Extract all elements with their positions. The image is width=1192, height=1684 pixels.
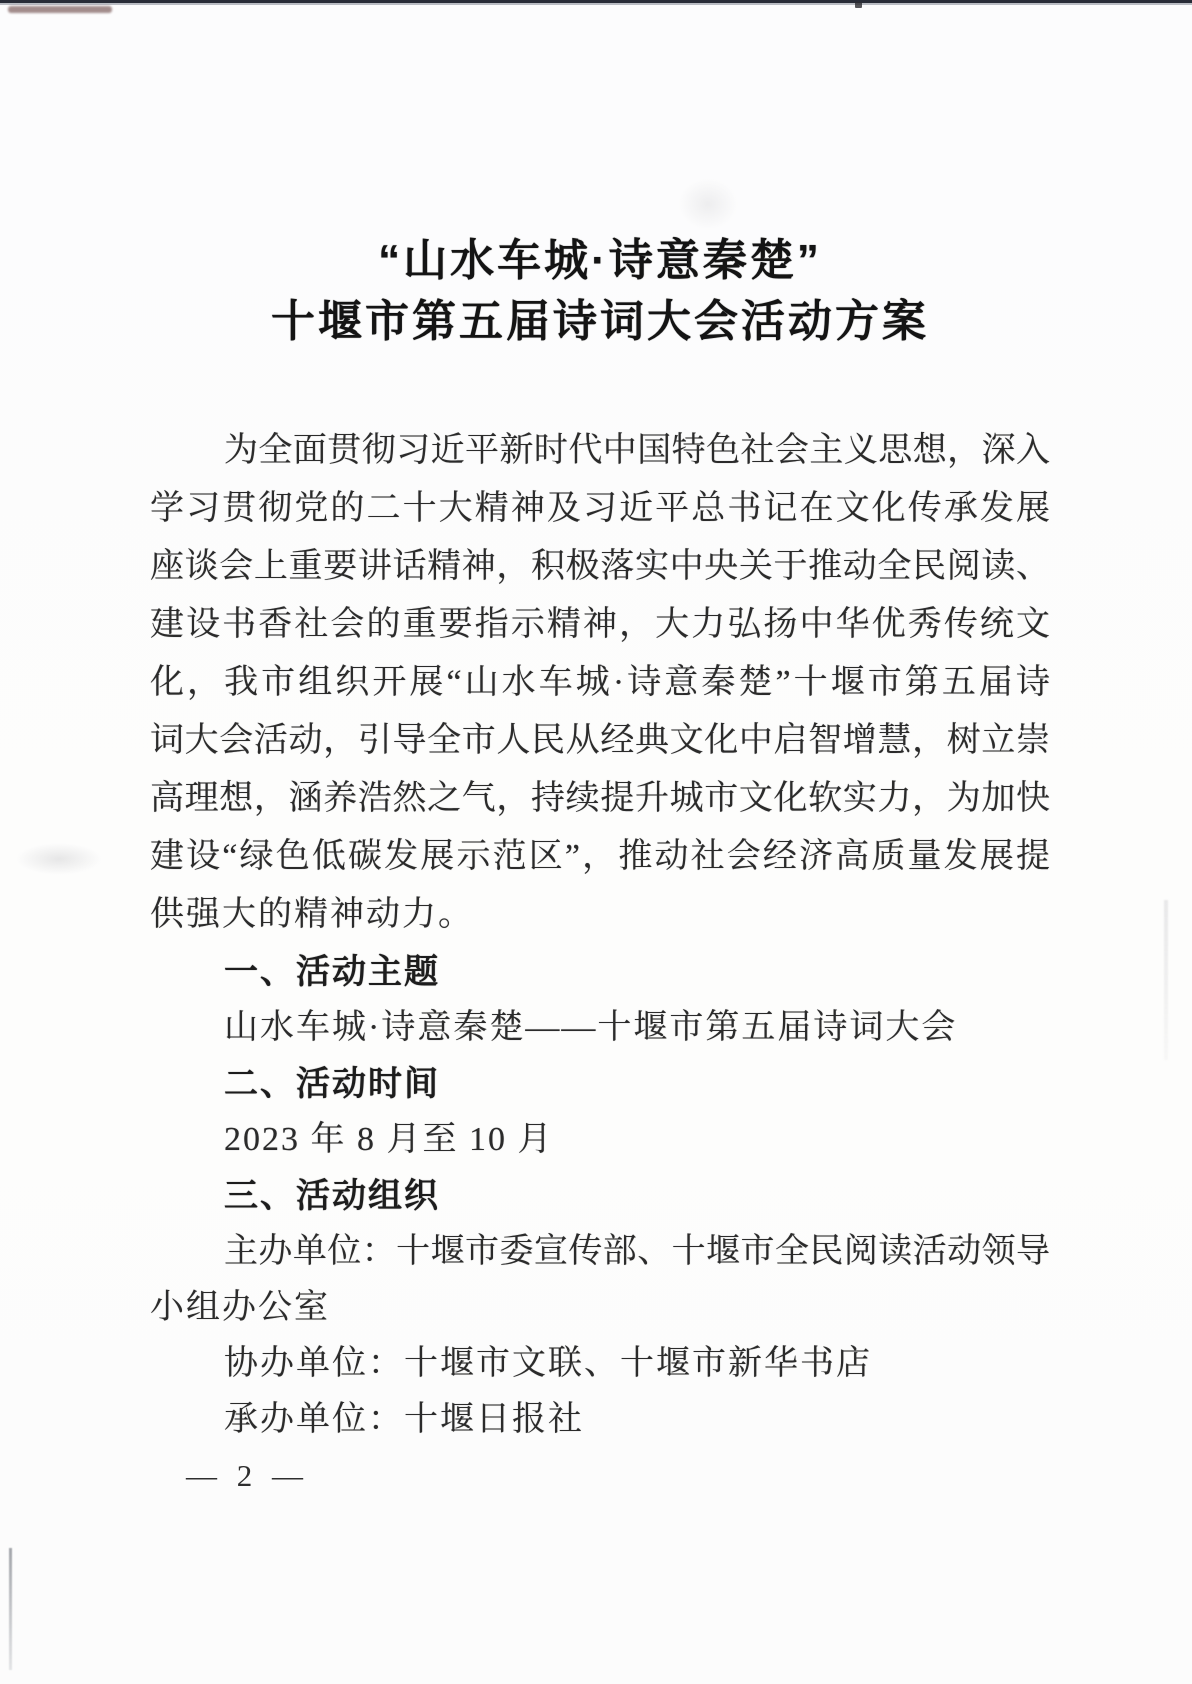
paragraph-line: 词大会活动，引导全市人民从经典文化中启智增慧，树立崇 xyxy=(150,722,1050,759)
paragraph-line: 建设“绿色低碳发展示范区”，推动社会经济高质量发展提 xyxy=(150,838,1050,875)
page-number: — 2 — xyxy=(186,1458,309,1493)
paragraph-line: 化，我市组织开展“山水车城·诗意秦楚”十堰市第五届诗 xyxy=(150,664,1050,701)
scan-smudge-artifact xyxy=(16,843,102,875)
intro-paragraph xyxy=(150,422,1050,944)
paragraph-line: 建设书香社会的重要指示精神，大力弘扬中华优秀传统文 xyxy=(150,606,1050,643)
section-org-host-line: 主办单位：十堰市委宣传部、十堰市全民阅读活动领导 xyxy=(224,1233,1050,1270)
section-heading-org: 三、活动组织 xyxy=(224,1177,440,1215)
document-title-line2: 十堰市第五届诗词大会活动方案 xyxy=(271,297,929,346)
paragraph-line: 供强大的精神动力。 xyxy=(150,896,474,933)
section-org-host-cont: 小组办公室 xyxy=(150,1289,330,1326)
paragraph-line: 高理想，涵养浩然之气，持续提升城市文化软实力，为加快 xyxy=(150,780,1050,817)
section-time-line: 2023 年 8 月至 10 月 xyxy=(224,1121,554,1158)
scan-streak-left-artifact xyxy=(9,1548,12,1670)
paragraph-line: 学习贯彻党的二十大精神及习近平总书记在文化传承发展 xyxy=(150,490,1050,527)
paragraph-line: 座谈会上重要讲话精神，积极落实中央关于推动全民阅读、 xyxy=(150,548,1050,585)
sections xyxy=(150,944,1050,1448)
document-body xyxy=(150,0,1050,1448)
scan-streak-right-artifact xyxy=(1164,900,1168,1060)
document-title xyxy=(150,230,1050,352)
section-theme-line: 山水车城·诗意秦楚——十堰市第五届诗词大会 xyxy=(224,1009,958,1046)
section-heading-time: 二、活动时间 xyxy=(224,1065,440,1103)
section-org-coorg-line: 协办单位：十堰市文联、十堰市新华书店 xyxy=(224,1345,872,1382)
section-org-undertaker-line: 承办单位：十堰日报社 xyxy=(224,1401,584,1438)
scan-smear-artifact xyxy=(8,6,112,13)
section-heading-theme: 一、活动主题 xyxy=(224,953,440,991)
document-title-line1: “山水车城·诗意秦楚” xyxy=(378,236,822,285)
paragraph-line: 为全面贯彻习近平新时代中国特色社会主义思想，深入 xyxy=(224,432,1050,469)
